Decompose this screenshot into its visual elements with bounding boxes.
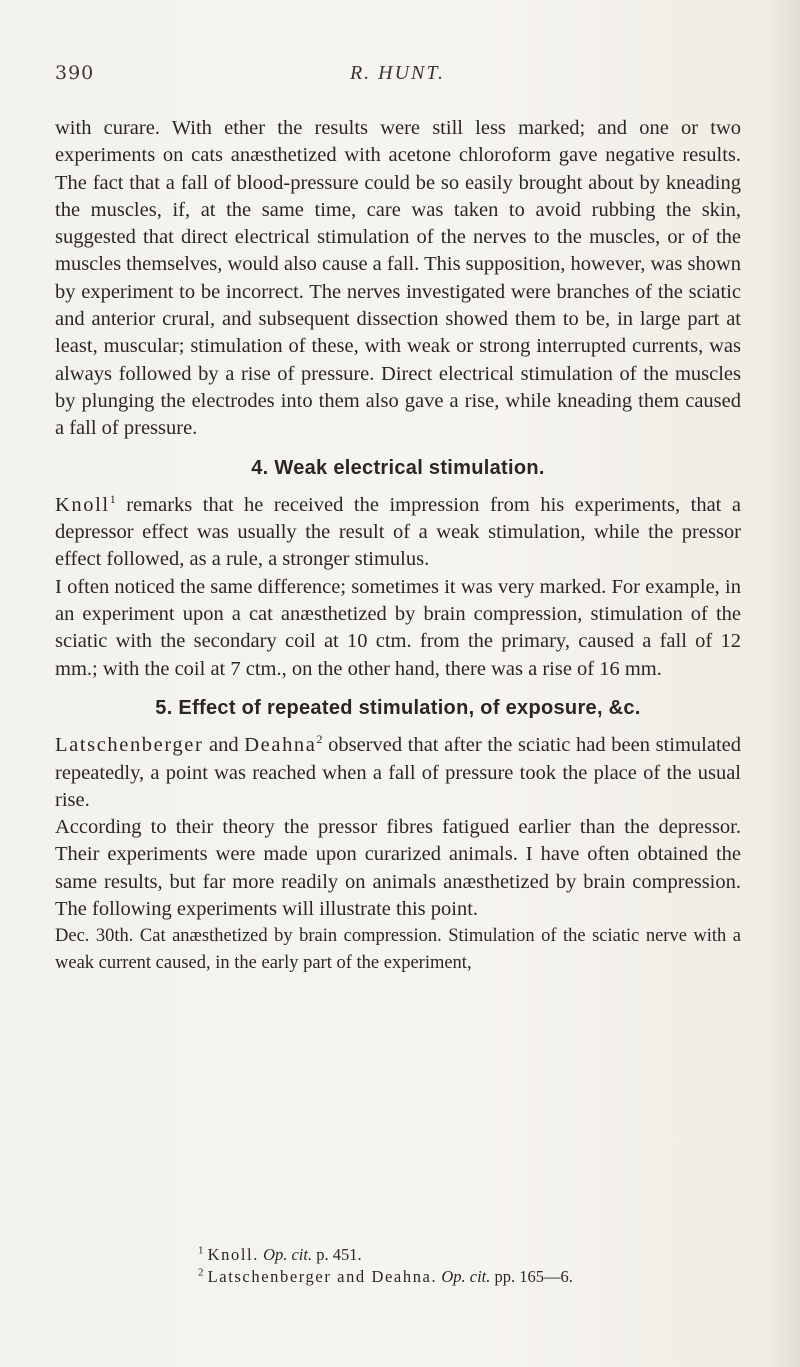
footnote-marker-2: 2 bbox=[316, 732, 323, 747]
footnote-1 bbox=[55, 1244, 741, 1266]
paragraph-curare: with curare. With ether the results were still less marked; and one or two experiments on cats anæsthetized with acetone chloroform gave negative results. The fact that a fall of blood-pressure could be so easily brought about by kneading the muscles, if, at the same time, care was taken to avoid rubbing the skin, suggested that direct electrical stimulation of the nerves to the muscles, or of the muscles themselves, would also cause a fall. This supposition, however, was shown by experiment to be incorrect. The nerves investigated were branches of the sciatic and anterior crural, and subsequent dissection showed them to be, in large part at least, muscular; stimulation of these, with weak or strong interrupted currents, was always followed by a rise of pressure. Direct electrical stimulation of the muscles by plunging the electrodes into them also gave a rise, while kneading them caused a fall of pressure. bbox=[55, 117, 742, 440]
author-name-knoll: Knoll bbox=[55, 493, 110, 516]
footnote-author: Latschenberger and Deahna. bbox=[207, 1267, 438, 1286]
footnote-author: Knoll. bbox=[207, 1245, 259, 1264]
footnote-pages: pp. 165—6. bbox=[494, 1267, 573, 1286]
footnote-2 bbox=[55, 1266, 741, 1288]
paragraph-theory: According to their theory the pressor fibres fatigued earlier than the depressor. Their experiments were made upon curarized animals. I have often obtained the same results, but far more readily on animals anæsthetized by brain compression. The following experiments will illustrate this point. bbox=[55, 816, 741, 921]
paragraph-knoll bbox=[55, 492, 741, 574]
footnotes bbox=[55, 1244, 741, 1288]
paragraph-difference: I often noticed the same difference; sometimes it was very marked. For example, in an experiment upon a cat anæsthetized by brain compression, stimulation of the sciatic with the secondary coil at 10 ctm. from the primary, caused a fall of 12 mm.; with the coil at 7 ctm., on the other hand, there was a rise of 16 mm. bbox=[55, 575, 741, 680]
footnote-pages: p. 451. bbox=[316, 1245, 362, 1264]
running-head bbox=[55, 62, 740, 92]
conjunction-and: and bbox=[203, 734, 245, 757]
paragraph-latschenberger bbox=[55, 732, 741, 814]
footnote-cite: Op. cit. bbox=[441, 1267, 491, 1286]
paragraph-experiment-dec30: Dec. 30th. Cat anæsthetized by brain compression. Stimulation of the sciatic nerve with a weak current caused, in the early part of the experiment, bbox=[55, 926, 741, 974]
section-heading-repeated-stimulation: 5. Effect of repeated stimulation, of exposure, &c. bbox=[155, 696, 641, 719]
footnote-number: 2 bbox=[198, 1266, 204, 1279]
page-number: 390 bbox=[55, 62, 95, 84]
paragraph-knoll-text: remarks that he received the impression from his experiments, that a depressor effect was usually the result of a weak stimulation, while the pressor effect followed, as a rule, a stronger stimulus. bbox=[55, 493, 741, 571]
author-running-head: R. HUNT. bbox=[349, 62, 446, 84]
author-name-deahna: Deahna bbox=[244, 734, 317, 757]
footnote-marker-1: 1 bbox=[109, 492, 116, 507]
footnote-cite: Op. cit. bbox=[263, 1245, 313, 1264]
body-text bbox=[55, 115, 741, 977]
footnote-number: 1 bbox=[198, 1244, 204, 1257]
author-name-latschenberger: Latschenberger bbox=[55, 734, 204, 757]
paragraph-latschenberger-text: observed that after the sciatic had been stimulated repeatedly, a point was reached when a fall of pressure took the place of the usual rise. bbox=[55, 734, 741, 811]
section-heading-weak-stimulation: 4. Weak electrical stimulation. bbox=[251, 456, 545, 479]
